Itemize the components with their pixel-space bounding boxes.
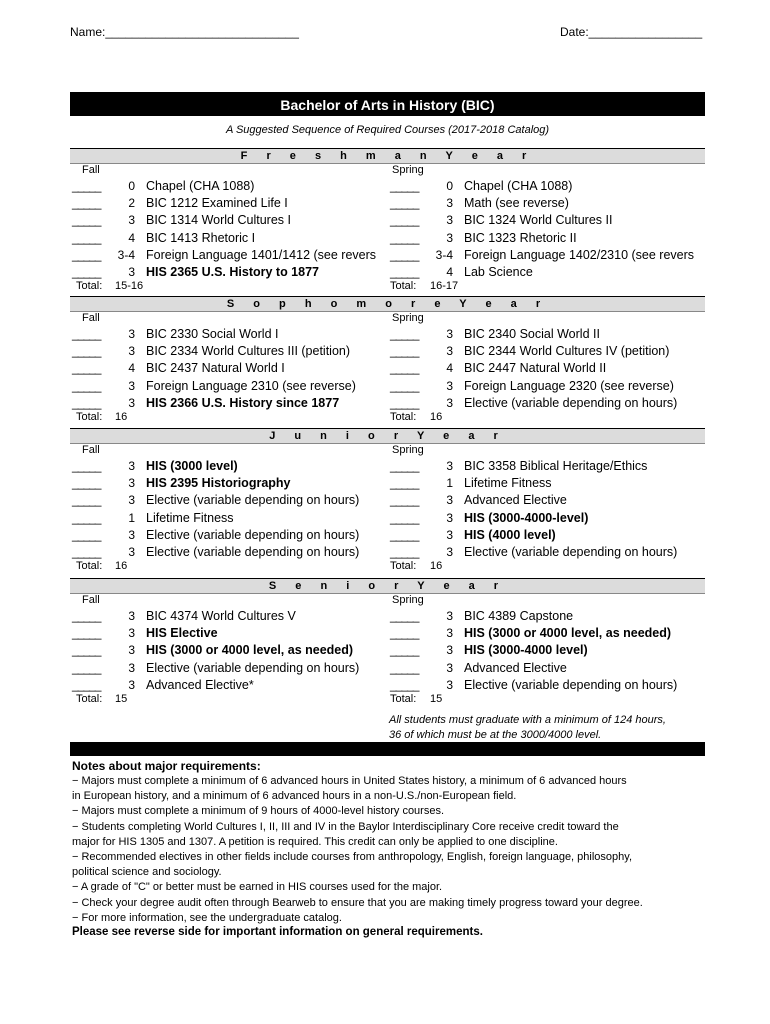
checkbox-blank[interactable]: _____ [72, 510, 101, 525]
fall-total-value: 16 [115, 560, 128, 573]
credit-hours: 3-4 [117, 247, 135, 262]
checkbox-blank[interactable]: _____ [72, 545, 101, 559]
page-subtitle: A Suggested Sequence of Required Courses (2017-2018 Catalog) [225, 124, 550, 136]
course-name: BIC 2447 Natural World II [464, 361, 607, 376]
date-field-label: Date:_________________ [560, 25, 703, 39]
note-line: − For more information, see the undergraduate catalog. [72, 911, 342, 924]
checkbox-blank[interactable]: _____ [390, 327, 419, 341]
checkbox-blank[interactable]: _____ [390, 643, 419, 658]
credit-hours: 3 [446, 643, 453, 658]
checkbox-blank[interactable]: _____ [390, 196, 419, 211]
course-name: HIS (3000 or 4000 level, as needed) [146, 643, 354, 658]
course-name: BIC 2344 World Cultures IV (petition) [464, 344, 670, 359]
checkbox-blank[interactable]: _____ [72, 327, 101, 341]
checkbox-blank[interactable]: _____ [390, 626, 419, 641]
fall-label: Fall [82, 312, 100, 324]
course-name: BIC 1413 Rhetoric I [146, 230, 256, 245]
checkbox-blank[interactable]: _____ [390, 660, 419, 675]
year-header: F r e s h m a n Y e a r [70, 148, 705, 164]
notes-heading: Notes about major requirements: [72, 759, 261, 773]
course-name: Foreign Language 1402/2310 (see revers [464, 247, 695, 262]
course-name: Chapel (CHA 1088) [146, 179, 255, 193]
graduation-note-line-1: All students must graduate with a minimum of 124 hours, [389, 714, 666, 726]
checkbox-blank[interactable]: _____ [390, 609, 419, 623]
course-name: BIC 1212 Examined Life I [146, 196, 288, 211]
fall-total-value: 15 [115, 693, 128, 705]
checkbox-blank[interactable]: _____ [72, 378, 101, 393]
name-field-label: Name:_____________________________ [70, 25, 299, 39]
checkbox-blank[interactable]: _____ [72, 660, 101, 675]
checkbox-blank[interactable]: _____ [72, 395, 101, 410]
spring-total-label: Total: [390, 280, 417, 293]
credit-hours: 3 [446, 527, 453, 542]
course-name: Chapel (CHA 1088) [464, 179, 573, 193]
course-name: Advanced Elective [464, 660, 567, 675]
checkbox-blank[interactable]: _____ [72, 196, 101, 211]
course-name: HIS 2366 U.S. History since 1877 [146, 395, 340, 410]
divider-bar [70, 742, 705, 756]
checkbox-blank[interactable]: _____ [390, 230, 419, 245]
checkbox-blank[interactable]: _____ [390, 213, 419, 228]
checkbox-blank[interactable]: _____ [390, 247, 419, 262]
course-name: Advanced Elective* [146, 677, 254, 692]
course-name: BIC 4389 Capstone [464, 609, 574, 623]
fall-total-label: Total: [76, 280, 103, 293]
course-name: BIC 3358 Biblical Heritage/Ethics [464, 459, 648, 473]
fall-label: Fall [82, 594, 100, 606]
course-name: Elective (variable depending on hours) [146, 493, 360, 508]
course-name: Elective (variable depending on hours) [464, 677, 678, 692]
checkbox-blank[interactable]: _____ [390, 378, 419, 393]
checkbox-blank[interactable]: _____ [72, 344, 101, 359]
checkbox-blank[interactable]: _____ [390, 459, 419, 473]
course-name: HIS (3000 or 4000 level, as needed) [464, 626, 672, 641]
credit-hours: 3 [446, 459, 453, 473]
credit-hours: 4 [128, 230, 135, 245]
course-name: BIC 2330 Social World I [146, 327, 279, 341]
checkbox-blank[interactable]: _____ [72, 230, 101, 245]
checkbox-blank[interactable]: _____ [390, 361, 419, 376]
checkbox-blank[interactable]: _____ [390, 493, 419, 508]
spring-label: Spring [392, 594, 424, 606]
course-name: Foreign Language 1401/1412 (see revers [146, 247, 377, 262]
credit-hours: 3 [128, 527, 135, 542]
course-name: BIC 1314 World Cultures I [146, 213, 291, 228]
credit-hours: 4 [128, 361, 135, 376]
credit-hours: 3 [446, 230, 453, 245]
credit-hours: 0 [128, 179, 135, 193]
credit-hours: 3 [128, 660, 135, 675]
checkbox-blank[interactable]: _____ [72, 213, 101, 228]
credit-hours: 3 [128, 327, 135, 341]
credit-hours: 3-4 [435, 247, 453, 262]
note-line: major for HIS 1305 and 1307. A petition is required. This credit can only be applied to one discipline. [72, 835, 558, 848]
spring-total-label: Total: [390, 411, 417, 423]
spring-total-value: 16 [430, 411, 443, 423]
spring-total-value: 16 [430, 560, 443, 573]
spring-total-value: 15 [430, 693, 443, 705]
course-name: Elective (variable depending on hours) [146, 660, 360, 675]
checkbox-blank[interactable]: _____ [390, 395, 419, 410]
checkbox-blank[interactable]: _____ [72, 247, 101, 262]
credit-hours: 3 [128, 395, 135, 410]
credit-hours: 3 [446, 493, 453, 508]
course-name: HIS (3000-4000 level) [464, 643, 588, 658]
checkbox-blank[interactable]: _____ [390, 179, 419, 193]
course-name: BIC 2334 World Cultures III (petition) [146, 344, 351, 359]
checkbox-blank[interactable]: _____ [390, 545, 419, 559]
credit-hours: 3 [128, 643, 135, 658]
credit-hours: 3 [446, 213, 453, 228]
course-name: Foreign Language 2320 (see reverse) [464, 378, 674, 393]
credit-hours: 4 [446, 361, 453, 376]
note-line: − Students completing World Cultures I, II, III and IV in the Baylor Interdisciplinary Core receive credit toward the [72, 820, 619, 833]
year-header: S e n i o r Y e a r [70, 578, 705, 594]
checkbox-blank[interactable]: _____ [390, 476, 419, 491]
spring-label: Spring [392, 312, 424, 324]
course-name: HIS (3000 level) [146, 459, 238, 473]
credit-hours: 3 [446, 327, 453, 341]
course-name: Elective (variable depending on hours) [464, 545, 678, 559]
credit-hours: 1 [446, 476, 453, 491]
page-title: Bachelor of Arts in History (BIC) [70, 92, 705, 116]
credit-hours: 3 [446, 677, 453, 692]
checkbox-blank[interactable]: _____ [72, 643, 101, 658]
fall-total-label: Total: [76, 560, 103, 573]
fall-total-value: 16 [115, 411, 128, 423]
course-name: HIS 2395 Historiography [146, 476, 291, 491]
course-name: Elective (variable depending on hours) [464, 395, 678, 410]
credit-hours: 3 [446, 626, 453, 641]
course-name: HIS 2365 U.S. History to 1877 [146, 265, 319, 279]
checkbox-blank[interactable]: _____ [390, 510, 419, 525]
credit-hours: 3 [128, 459, 135, 473]
credit-hours: 3 [446, 344, 453, 359]
note-line: − Check your degree audit often through Bearweb to ensure that you are making timely progress toward your degree. [72, 896, 643, 909]
credit-hours: 3 [446, 378, 453, 393]
course-name: Foreign Language 2310 (see reverse) [146, 378, 356, 393]
spring-total-value: 16-17 [430, 280, 459, 293]
fall-total-label: Total: [76, 411, 103, 423]
checkbox-blank[interactable]: _____ [72, 527, 101, 542]
checkbox-blank[interactable]: _____ [72, 179, 101, 193]
note-line: − Recommended electives in other fields include courses from anthropology, English, foreign language, philosophy, [72, 851, 633, 863]
fall-total-label: Total: [76, 693, 103, 705]
fall-total-value: 15-16 [115, 280, 144, 293]
credit-hours: 0 [446, 179, 453, 193]
course-name: Math (see reverse) [464, 196, 569, 211]
course-name: BIC 1323 Rhetoric II [464, 230, 577, 245]
checkbox-blank[interactable]: _____ [390, 265, 419, 279]
checkbox-blank[interactable]: _____ [72, 361, 101, 376]
credit-hours: 3 [128, 265, 135, 279]
note-line: − Majors must complete a minimum of 6 advanced hours in United States history, a minimum of 6 advanced hours [72, 775, 627, 787]
credit-hours: 2 [128, 196, 135, 211]
fall-label: Fall [82, 164, 100, 176]
credit-hours: 3 [446, 545, 453, 559]
checkbox-blank[interactable]: _____ [72, 459, 101, 473]
footer-note: Please see reverse side for important information on general requirements. [72, 926, 483, 938]
course-name: Lifetime Fitness [464, 476, 552, 491]
course-name: BIC 4374 World Cultures V [146, 609, 296, 623]
checkbox-blank[interactable]: _____ [72, 609, 101, 623]
checkbox-blank[interactable]: _____ [72, 626, 101, 641]
spring-total-label: Total: [390, 560, 417, 573]
course-name: BIC 2437 Natural World I [146, 361, 285, 376]
credit-hours: 3 [128, 476, 135, 491]
note-line: − A grade of "C" or better must be earned in HIS courses used for the major. [72, 881, 443, 894]
credit-hours: 3 [446, 196, 453, 211]
year-header: J u n i o r Y e a r [70, 428, 705, 444]
course-name: HIS (3000-4000-level) [464, 510, 589, 525]
note-line: political science and sociology. [72, 866, 222, 879]
spring-total-label: Total: [390, 693, 417, 705]
credit-hours: 3 [128, 626, 135, 641]
checkbox-blank[interactable]: _____ [72, 493, 101, 508]
credit-hours: 3 [128, 378, 135, 393]
checkbox-blank[interactable]: _____ [72, 476, 101, 491]
checkbox-blank[interactable]: _____ [390, 527, 419, 542]
spring-label: Spring [392, 444, 424, 456]
credit-hours: 3 [446, 609, 453, 623]
year-header: S o p h o m o r e Y e a r [70, 296, 705, 312]
course-name: HIS Elective [146, 626, 218, 641]
credit-hours: 3 [128, 677, 135, 692]
credit-hours: 3 [128, 545, 135, 559]
credit-hours: 3 [446, 510, 453, 525]
graduation-note-line-2: 36 of which must be at the 3000/4000 level. [389, 729, 602, 741]
credit-hours: 3 [446, 660, 453, 675]
credit-hours: 3 [128, 493, 135, 508]
course-name: Lifetime Fitness [146, 510, 234, 525]
checkbox-blank[interactable]: _____ [390, 344, 419, 359]
checkbox-blank[interactable]: _____ [72, 265, 101, 279]
course-name: HIS (4000 level) [464, 527, 556, 542]
checkbox-blank[interactable]: _____ [390, 677, 419, 692]
spring-label: Spring [392, 164, 424, 176]
note-line: in European history, and a minimum of 6 advanced hours in a non-U.S./non-European field. [72, 790, 517, 803]
course-name: Lab Science [464, 265, 533, 279]
checkbox-blank[interactable]: _____ [72, 677, 101, 692]
course-name: Advanced Elective [464, 493, 567, 508]
course-name: Elective (variable depending on hours) [146, 527, 360, 542]
credit-hours: 3 [446, 395, 453, 410]
credit-hours: 3 [128, 609, 135, 623]
note-line: − Majors must complete a minimum of 9 hours of 4000-level history courses. [72, 805, 445, 818]
course-name: BIC 1324 World Cultures II [464, 213, 613, 228]
fall-label: Fall [82, 444, 100, 456]
credit-hours: 1 [128, 510, 135, 525]
course-name: BIC 2340 Social World II [464, 327, 600, 341]
credit-hours: 3 [128, 213, 135, 228]
course-name: Elective (variable depending on hours) [146, 545, 360, 559]
credit-hours: 4 [446, 265, 453, 279]
credit-hours: 3 [128, 344, 135, 359]
